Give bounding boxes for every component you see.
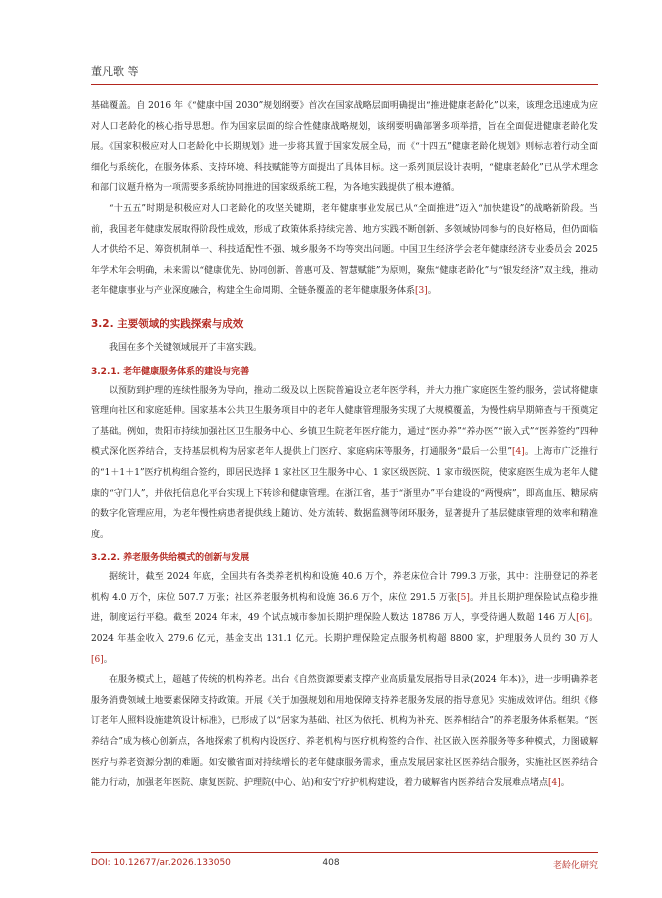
paragraph-text: 据统计，截至 2024 年底，全国共有各类养老机构和设施 40.6 万个，养老床位合计 799.3 万张，其中：注册登记的养老机构 4.0 万个，床位 507.7 万张；社区养老服务机构和设施 36.6 万个，床位 291.5 万张	[91, 572, 598, 603]
citation-link[interactable]: [4]	[512, 447, 525, 458]
citation-link[interactable]: [5]	[457, 592, 470, 603]
paragraph-text: 。2024 年基金收入 279.6 亿元，基金支出 131.1 亿元。长期护理保险定点服务机构超 8800 家，护理服务人员约 30 万人	[91, 613, 598, 645]
citation-link[interactable]: [3]	[415, 286, 428, 297]
paragraph-text: 我国在多个关键领域展开了丰富实践。	[109, 342, 263, 353]
paragraph-text: 。	[427, 286, 437, 297]
paragraph-text: 。	[560, 778, 570, 789]
paragraph	[91, 96, 598, 199]
page-number: 408	[322, 858, 340, 868]
subsection-heading: 3.2.1. 老年健康服务体系的建设与完善	[91, 366, 250, 377]
citation-link[interactable]: [4]	[548, 778, 561, 789]
paragraph-text: 。上海市广泛推行的“1＋1＋1”医疗机构组合签约，即居民选择 1 家社区卫生服务中心、1 家区级医院、1 家市级医院，使家庭医生成为老年人健康的“守门人”，并依托信息化平台实现上下转诊和健康管理。在浙江省，基于“浙里办”平台建设的“两慢病”，即高血压、糖尿病的数字化管理应用，为老年慢性病患者提供线上随访、处方流转、数据监测等闭环服务，显著提升了基层健康管理的效率和精准度。	[91, 447, 598, 540]
paragraph	[91, 338, 598, 359]
paragraph-text: 。	[103, 654, 113, 665]
running-head-authors: 董凡歌 等	[91, 65, 139, 78]
article-body	[91, 96, 598, 794]
paragraph-text: 。并且长期护理保险试点稳步推进，制度运行平稳。截至 2024 年末，49 个试点城市参加长期护理保险人数达 18786 万人，享受待遇人数超 146 万人	[91, 592, 598, 624]
paragraph-text: 在服务模式上，超越了传统的机构养老。出台《自然资源要素支撑产业高质量发展指导目录(2024 年本)》，进一步明确养老服务消费领域土地要素保障支持政策。开展《关于加强规划和用地保障支持养老服务发展的指导意见》实施成效评估。组织《修订老年人照料设施建筑设计标准》，已形成了以“居家为基础、社区为依托、机构为补充、医养相结合”的养老服务体系框架。“医养结合”成为核心创新点，各地探索了机构内设医疗、养老机构与医疗机构签约合作、社区嵌入医养服务等多种模式，力图破解医疗与养老资源分割的难题。如安徽省面对持续增长的老年健康服务需求，重点发展居家社区医养结合服务，实施社区医养结合能力行动，加强老年医院、康复医院、护理院(中心、站)和安宁疗护机构建设，着力破解省内医养结合发展难点堵点	[91, 675, 598, 789]
footer-divider	[91, 852, 598, 853]
journal-name: 老龄化研究	[552, 861, 598, 871]
paragraph-text: “十五五”时期是积极应对人口老龄化的攻坚关键期，老年健康事业发展已从“全面推进”迈入“加快建设”的战略新阶段。当前，我国老年健康发展取得阶段性成效，形成了政策体系持续完善、地方实践不断创新、多领域协同参与的良好格局，但仍面临人才供给不足、筹资机制单一、科技适配性不强、城乡服务不均等突出问题。中国卫生经济学会老年健康经济专业委员会 2025 年学术年会明确，未来需以“健康优先、协同创新、普惠可及、智慧赋能”为原则，聚焦“健康老龄化”与“银发经济”双主线，推动老年健康事业与产业深度融合，构建全生命周期、全链条覆盖的老年健康服务体系	[91, 203, 598, 297]
paragraph	[91, 199, 598, 302]
footer-doi-link[interactable]: DOI: 10.12677/ar.2026.133050	[91, 858, 231, 868]
paragraph-text: 以预防到护理的连续性服务为导向，推动二级及以上医院普遍设立老年医学科，并大力推广家庭医生签约服务，尝试将健康管理向社区和家庭延伸。国家基本公共卫生服务项目中的老年人健康管理服务实现了大规模覆盖，为慢性病早期筛查与干预奠定了基础。例如，贵阳市持续加强社区卫生服务中心、乡镇卫生院老年医疗能力，通过“医办养”“养办医”“嵌入式”“医养签约”四种模式深化医养结合，支持基层机构为居家老年人提供上门医疗、家庭病床等服务，打通服务“最后一公里”	[91, 385, 598, 458]
paragraph	[91, 381, 598, 546]
citation-link[interactable]: [6]	[576, 613, 589, 624]
paragraph	[91, 567, 598, 670]
header-divider	[91, 84, 598, 85]
subsection-heading: 3.2.2. 养老服务供给模式的创新与发展	[91, 553, 250, 564]
paragraph-text: 基础覆盖。自 2016 年《“健康中国 2030”规划纲要》首次在国家战略层面明确提出“推进健康老龄化”以来，该理念迅速成为应对人口老龄化的核心指导思想。作为国家层面的综合性健康战略规划，该纲要明确部署多项举措，旨在全面促进健康老龄化发展。《国家积极应对人口老龄化中长期规划》进一步将其置于国家发展全局，而《“十四五”健康老龄化规划》则标志着行动全面细化与系统化，在服务体系、支持环境、科技赋能等方面提出了具体目标。这一系列顶层设计表明，“健康老龄化”已从学术理念和部门议题升格为一项需要多系统协同推进的国家级系统工程，为各地实践提供了根本遵循。	[91, 101, 598, 194]
citation-link[interactable]: [6]	[91, 654, 104, 665]
section-heading: 3.2. 主要领域的实践探索与成效	[91, 317, 244, 330]
paragraph	[91, 670, 598, 794]
